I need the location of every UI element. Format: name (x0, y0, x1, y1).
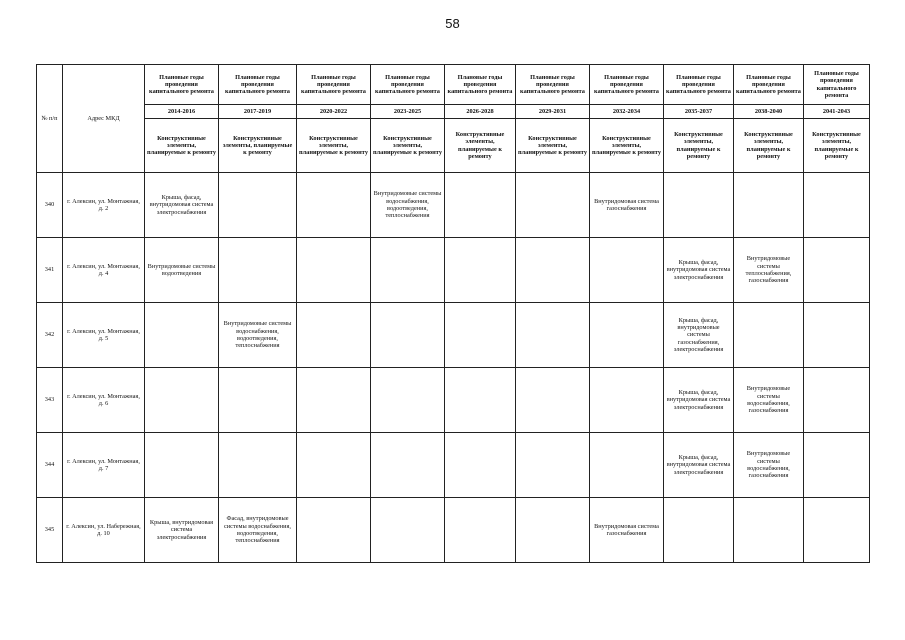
header-number: № п/п (37, 65, 63, 173)
table-row (37, 368, 870, 433)
row-cell (804, 303, 870, 368)
period-header: 2026-2028 (445, 105, 516, 119)
row-cell (371, 433, 445, 498)
header-title: Плановые годы проведения капитального ремонта (371, 65, 445, 105)
row-address: г. Алексин, ул. Набережная, д. 10 (63, 498, 145, 563)
period-header: 2029-2031 (516, 105, 590, 119)
row-cell (219, 368, 297, 433)
row-cell (219, 433, 297, 498)
header-title: Плановые годы проведения капитального ремонта (516, 65, 590, 105)
row-cell: Крыша, фасад, внутридомовые системы газоснабжения, электроснабжения (664, 303, 734, 368)
header-title: Плановые годы проведения капитального ремонта (297, 65, 371, 105)
elements-header: Конструктивные элементы, планируемые к ремонту (590, 119, 664, 173)
row-address: г. Алексин, ул. Монтажная, д. 5 (63, 303, 145, 368)
row-cell (516, 238, 590, 303)
row-cell: Внутридомовые системы водоотведения (145, 238, 219, 303)
row-cell (145, 368, 219, 433)
row-cell (145, 303, 219, 368)
elements-header: Конструктивные элементы, планируемые к ремонту (145, 119, 219, 173)
row-cell (734, 303, 804, 368)
row-cell (445, 368, 516, 433)
row-cell: Крыша, фасад, внутридомовая система электроснабжения (664, 238, 734, 303)
row-cell (804, 433, 870, 498)
row-number: 341 (37, 238, 63, 303)
row-cell (516, 433, 590, 498)
row-cell (219, 238, 297, 303)
row-cell (445, 173, 516, 238)
elements-header: Конструктивные элементы, планируемые к ремонту (445, 119, 516, 173)
row-cell (516, 303, 590, 368)
row-number: 345 (37, 498, 63, 563)
header-title: Плановые годы проведения капитального ремонта (219, 65, 297, 105)
elements-header: Конструктивные элементы, планируемые к ремонту (664, 119, 734, 173)
row-address: г. Алексин, ул. Монтажная, д. 6 (63, 368, 145, 433)
row-cell (734, 173, 804, 238)
row-cell (297, 238, 371, 303)
period-header: 2035-2037 (664, 105, 734, 119)
row-number: 343 (37, 368, 63, 433)
row-cell (804, 238, 870, 303)
header-row-periods (37, 105, 870, 119)
table-row (37, 433, 870, 498)
row-cell (371, 303, 445, 368)
elements-header: Конструктивные элементы, планируемые к ремонту (297, 119, 371, 173)
row-cell (804, 368, 870, 433)
table-row (37, 173, 870, 238)
row-cell: Внутридомовые системы водоснабжения, газоснабжения (734, 368, 804, 433)
page-number: 58 (445, 16, 460, 31)
row-cell: Внутридомовая система газоснабжения (590, 173, 664, 238)
header-row-titles (37, 65, 870, 105)
header-title: Плановые годы проведения капитального ремонта (590, 65, 664, 105)
period-header: 2017-2019 (219, 105, 297, 119)
row-cell (297, 498, 371, 563)
elements-header: Конструктивные элементы, планируемые к ремонту (804, 119, 870, 173)
row-cell (219, 173, 297, 238)
row-cell: Внутридомовые системы водоснабжения, водоотведения, теплоснабжения (219, 303, 297, 368)
row-cell (804, 498, 870, 563)
row-cell (445, 433, 516, 498)
header-title: Плановые годы проведения капитального ремонта (664, 65, 734, 105)
row-cell (297, 368, 371, 433)
row-cell (445, 303, 516, 368)
row-cell (145, 433, 219, 498)
row-cell: Крыша, внутридомовая система электроснабжения (145, 498, 219, 563)
period-header: 2023-2025 (371, 105, 445, 119)
row-cell (371, 238, 445, 303)
row-cell (516, 498, 590, 563)
row-cell: Внутридомовая система газоснабжения (590, 498, 664, 563)
row-cell (664, 173, 734, 238)
row-cell: Крыша, фасад, внутридомовая система электроснабжения (664, 433, 734, 498)
row-cell (445, 238, 516, 303)
elements-header: Конструктивные элементы, планируемые к ремонту (219, 119, 297, 173)
row-cell (297, 433, 371, 498)
header-row-elements (37, 119, 870, 173)
row-cell (516, 368, 590, 433)
row-number: 340 (37, 173, 63, 238)
row-cell (371, 498, 445, 563)
header-title: Плановые годы проведения капитального ремонта (145, 65, 219, 105)
row-cell: Внутридомовые системы водоснабжения, газоснабжения (734, 433, 804, 498)
row-address: г. Алексин, ул. Монтажная, д. 7 (63, 433, 145, 498)
table-row (37, 498, 870, 563)
row-cell (590, 303, 664, 368)
row-cell (590, 368, 664, 433)
row-number: 342 (37, 303, 63, 368)
row-cell: Крыша, фасад, внутридомовая система электроснабжения (145, 173, 219, 238)
row-cell: Фасад, внутридомовые системы водоснабжения, водоотведения, теплоснабжения (219, 498, 297, 563)
row-cell: Крыша, фасад, внутридомовая система электроснабжения (664, 368, 734, 433)
row-address: г. Алексин, ул. Монтажная, д. 2 (63, 173, 145, 238)
table-row (37, 303, 870, 368)
row-cell (445, 498, 516, 563)
row-cell (734, 498, 804, 563)
header-title: Плановые годы проведения капитального ремонта (804, 65, 870, 105)
period-header: 2038-2040 (734, 105, 804, 119)
row-cell (590, 238, 664, 303)
elements-header: Конструктивные элементы, планируемые к ремонту (371, 119, 445, 173)
table-row (37, 238, 870, 303)
row-cell: Внутридомовые системы водоснабжения, водоотведения, теплоснабжения (371, 173, 445, 238)
period-header: 2020-2022 (297, 105, 371, 119)
period-header: 2032-2034 (590, 105, 664, 119)
period-header: 2014-2016 (145, 105, 219, 119)
header-title: Плановые годы проведения капитального ремонта (445, 65, 516, 105)
row-cell (664, 498, 734, 563)
row-cell (516, 173, 590, 238)
elements-header: Конструктивные элементы, планируемые к ремонту (516, 119, 590, 173)
period-header: 2041-2043 (804, 105, 870, 119)
row-cell (804, 173, 870, 238)
row-cell (590, 433, 664, 498)
row-cell (297, 173, 371, 238)
row-cell (371, 368, 445, 433)
row-address: г. Алексин, ул. Монтажная, д. 4 (63, 238, 145, 303)
capital-repair-schedule-table (36, 64, 870, 563)
row-number: 344 (37, 433, 63, 498)
elements-header: Конструктивные элементы, планируемые к ремонту (734, 119, 804, 173)
row-cell: Внутридомовые системы теплоснабжения, газоснабжения (734, 238, 804, 303)
row-cell (297, 303, 371, 368)
header-title: Плановые годы проведения капитального ремонта (734, 65, 804, 105)
header-address: Адрес МКД (63, 65, 145, 173)
